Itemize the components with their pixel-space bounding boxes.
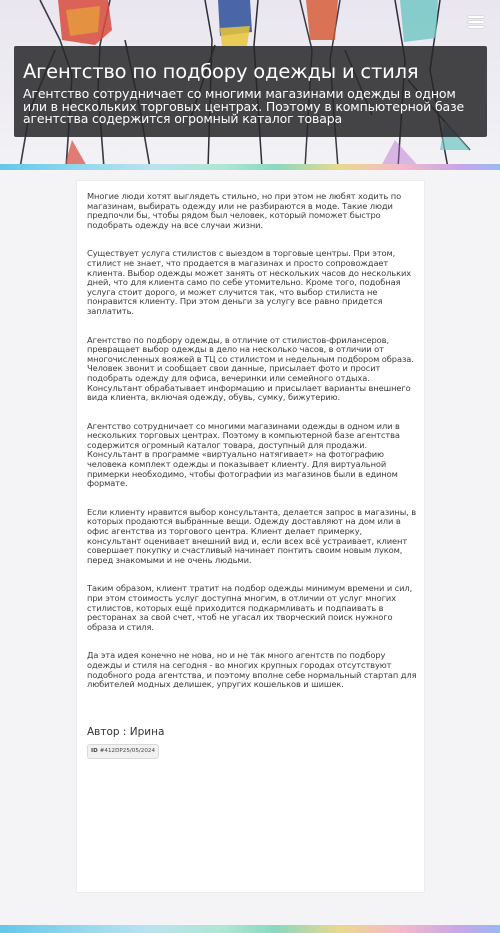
color-stripe-bottom	[0, 925, 500, 933]
color-stripe-top	[0, 164, 500, 170]
article-paragraph: Да эта идея конечно не нова, но и не так много агентств по подбору одежды и стиля на сегодня - во многих крупных городах отсутствуют подобного рода агентства, и поэтому вполне себе нормальный стартап для любителей модных делишек, упругих кошельков и шишек.	[87, 650, 417, 690]
article-paragraph: Агентство сотрудничает со многими магазинами одежды в одном или в нескольких торговых центрах. Поэтому в компьютерной базе агентства содержится огромный каталог товара, доступный для продажи. Консультант в программе «виртуально натягивает» на фотографию человека комплект одежды и показывает клиенту. Для виртуальной примерки необходимо, чтобы фотографии из магазинов были в едином формате.	[87, 420, 400, 489]
hamburger-menu-icon[interactable]	[468, 16, 484, 28]
article-paragraph: Многие люди хотят выглядеть стильно, но при этом не любят ходить по магазинам, выбирать одежду или не разбираются в моде. Такие люди предпочли бы, чтобы рядом был человек, который поможет быстро подобрать одежду на все случаи жизни.	[87, 191, 402, 230]
page-subtitle: Агентство сотрудничает со многими магазинами одежды в одном или в нескольких торговых центрах. Поэтому в компьютерной базе агентства содержится огромный каталог товара	[23, 86, 465, 127]
article-author: Автор : Ирина	[87, 726, 165, 738]
id-value: #412DP25/05/2024	[99, 748, 156, 754]
article-paragraph: Если клиенту нравится выбор консультанта, делается запрос в магазины, в которых продаются выбранные вещи. Одежду доставляют на дом или в офис агентства из торгового центра. Клиент делает примерку, консультант оценивает внешний вид и, если всех всё устраивает, клиент совершает покупку и счастливый начинает понтить своим новым луком, перед знакомыми и не очень людьми.	[87, 506, 417, 565]
article-body	[87, 192, 417, 709]
article-card	[76, 180, 425, 893]
title-overlay	[14, 46, 487, 137]
hero-banner	[0, 0, 500, 168]
id-label: ID	[91, 748, 98, 754]
article-paragraph: Существует услуга стилистов с выездом в торговые центры. При этом, стилист не знает, что продается в магазинах и просто сопровождает клиента. Выбор одежды может занять от нескольких часов до нескольких дней, что для клиента само по себе утомительно. Кроме того, подобная услуга стоит дорого, и может случится так, что выбор стилиста не понравится клиенту. При этом деньги за услугу все равно придется заплатить.	[87, 248, 412, 316]
article-paragraph: Таким образом, клиент тратит на подбор одежды минимум времени и сил, при этом стоимость услуг доступна многим, в отличии от услуг многих стилистов, которых ещё приходится подкармливать и подпаивать в ресторанах за свой счет, чтоб не угасал их творческий поиск нужного образа и стиля.	[87, 583, 413, 632]
page-title: Агентство по подбору одежды и стиля	[23, 60, 419, 83]
article-paragraph: Агентство по подбору одежды, в отличие от стилистов-фрилансеров, превращает выбор одежды в дело на несколько часов, в отличии от многочисленных вояжей в ТЦ со стилистом и недельным подбором образа. Человек звонит и сообщает свои данные, присылает фото и просит подобрать одежду для офиса, вечеринки или семейного отдыха. Консультант обрабатывает информацию и присылает варианты внешнего вида клиента, включая одежду, обувь, сумку, бижутерию.	[87, 334, 414, 403]
article-id-badge	[87, 744, 159, 759]
